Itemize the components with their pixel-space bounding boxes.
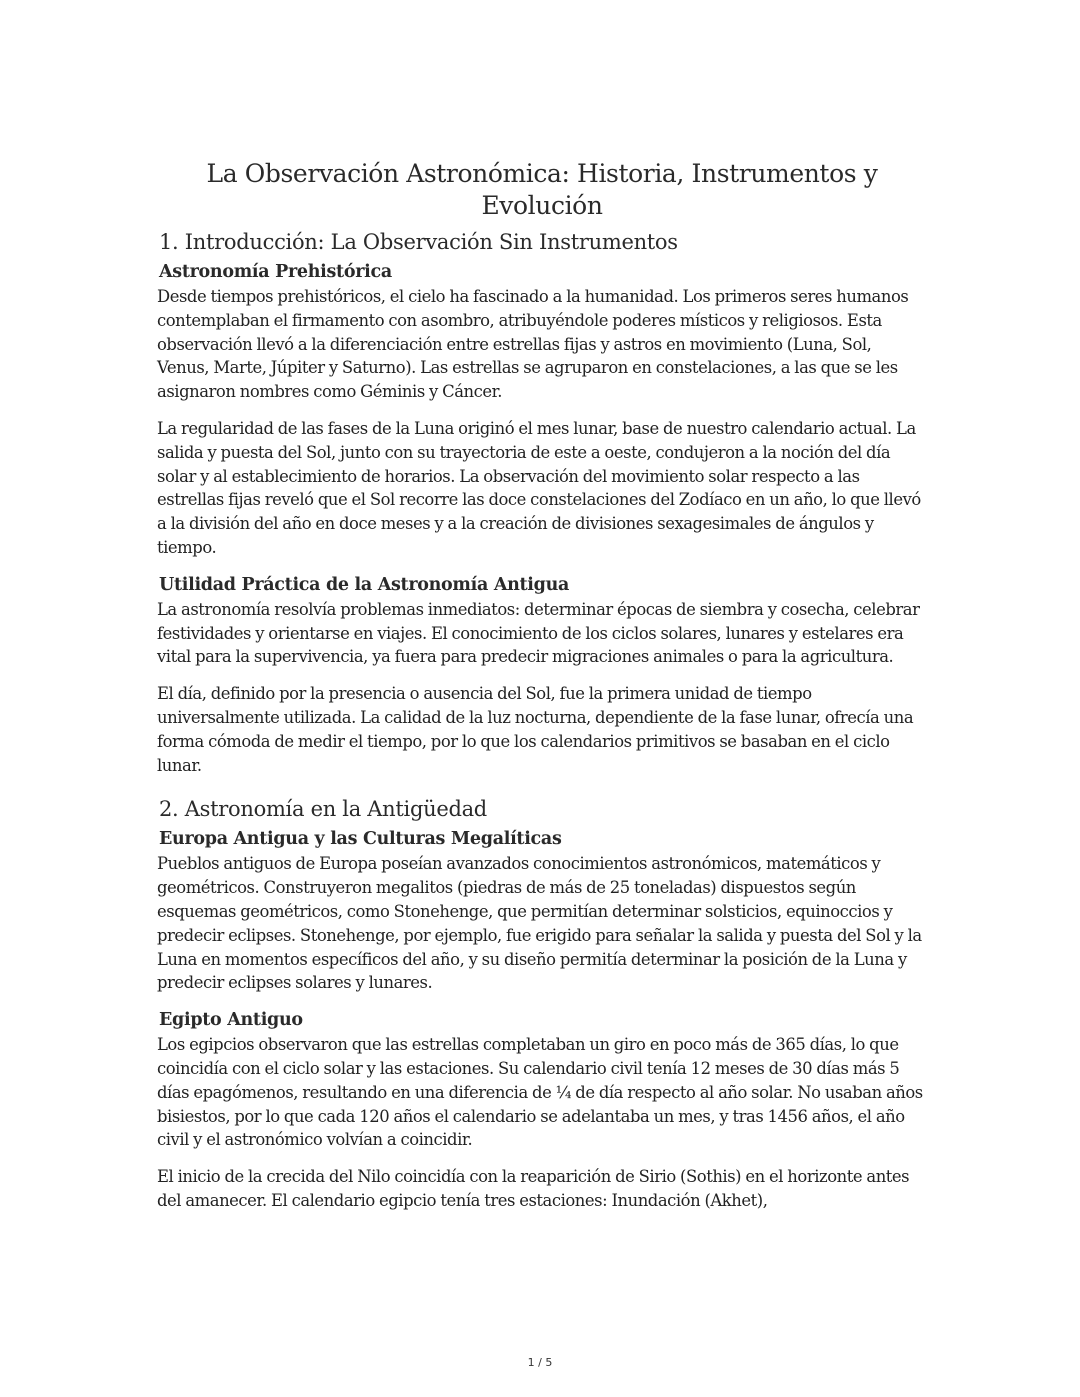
section-heading: 2. Astronomía en la Antigüedad [159, 797, 487, 822]
subsection-heading: Utilidad Práctica de la Astronomía Antigua [159, 574, 570, 595]
paragraph: El día, definido por la presencia o ausencia del Sol, fue la primera unidad de tiempo universalmente utilizada. La calidad de la luz nocturna, dependiente de la fase lunar, ofrecía una forma cómoda de medir el tiempo, por lo que los calendarios primitivos se basaban en el ciclo lunar. [157, 684, 914, 775]
section-introduction [157, 228, 927, 777]
subsection-heading: Egipto Antiguo [159, 1010, 303, 1031]
paragraph: El inicio de la crecida del Nilo coincidía con la reaparición de Sirio (Sothis) en el horizonte antes del amanecer. El calendario egipcio tenía tres estaciones: Inundación (Akhet), [157, 1167, 910, 1210]
paragraph: Pueblos antiguos de Europa poseían avanzados conocimientos astronómicos, matemáticos y geométricos. Construyeron megalitos (piedras de más de 25 toneladas) dispuestos según esquemas geométricos, como Stonehenge, que permitían determinar solsticios, equinoccios y predecir eclipses. Stonehenge, por ejemplo, fue erigido para señalar la salida y puesta del Sol y la Luna en momentos específicos del año, y su diseño permitía determinar la posición de la Luna y predecir eclipses solares y lunares. [157, 854, 922, 993]
document-page [157, 158, 927, 1226]
subsection-prehistoric-astronomy [157, 260, 927, 560]
paragraph: La astronomía resolvía problemas inmediatos: determinar épocas de siembra y cosecha, celebrar festividades y orientarse en viajes. El conocimiento de los ciclos solares, lunares y estelares era vital para la supervivencia, ya fuera para predecir migraciones animales o para la agricultura. [157, 599, 920, 667]
document-title: La Observación Astronómica: Historia, Instrumentos y Evolución [206, 159, 878, 220]
subsection-ancient-egypt [157, 1008, 927, 1213]
paragraph: Desde tiempos prehistóricos, el cielo ha fascinado a la humanidad. Los primeros seres humanos contemplaban el firmamento con asombro, atribuyéndole poderes místicos y religiosos. Esta observación llevó a la diferenciación entre estrellas fijas y astros en movimiento (Luna, Sol, Venus, Marte, Júpiter y Saturno). Las estrellas se agruparon en constelaciones, a las que se les asignaron nombres como Géminis y Cáncer. [157, 287, 909, 402]
section-heading: 1. Introducción: La Observación Sin Instrumentos [159, 230, 678, 254]
page-indicator: 1 / 5 [527, 1356, 553, 1369]
subsection-practical-utility [157, 573, 927, 778]
paragraph: La regularidad de las fases de la Luna originó el mes lunar, base de nuestro calendario actual. La salida y puesta del Sol, junto con su trayectoria de este a oeste, condujeron a la noción del día solar y al establecimiento de horarios. La observación del movimiento solar respecto a las estrellas fijas reveló que el Sol recorre las doce constelaciones del Zodíaco en un año, lo que llevó a la división del año en doce meses y a la creación de divisiones sexagesimales de ángulos y tiempo. [157, 418, 921, 557]
subsection-heading: Europa Antigua y las Culturas Megalíticas [159, 829, 562, 850]
subsection-heading: Astronomía Prehistórica [159, 262, 392, 282]
section-antiquity [157, 795, 927, 1212]
subsection-megalithic-europe [157, 827, 927, 995]
paragraph: Los egipcios observaron que las estrellas completaban un giro en poco más de 365 días, lo que coincidía con el ciclo solar y las estaciones. Su calendario civil tenía 12 meses de 30 días más 5 días epagómenos, resultando en una diferencia de ¼ de día respecto al año solar. No usaban años bisiestos, por lo que cada 120 años el calendario se adelantaba un mes, y tras 1456 años, el año civil y el astronómico volvían a coincidir. [157, 1035, 923, 1150]
